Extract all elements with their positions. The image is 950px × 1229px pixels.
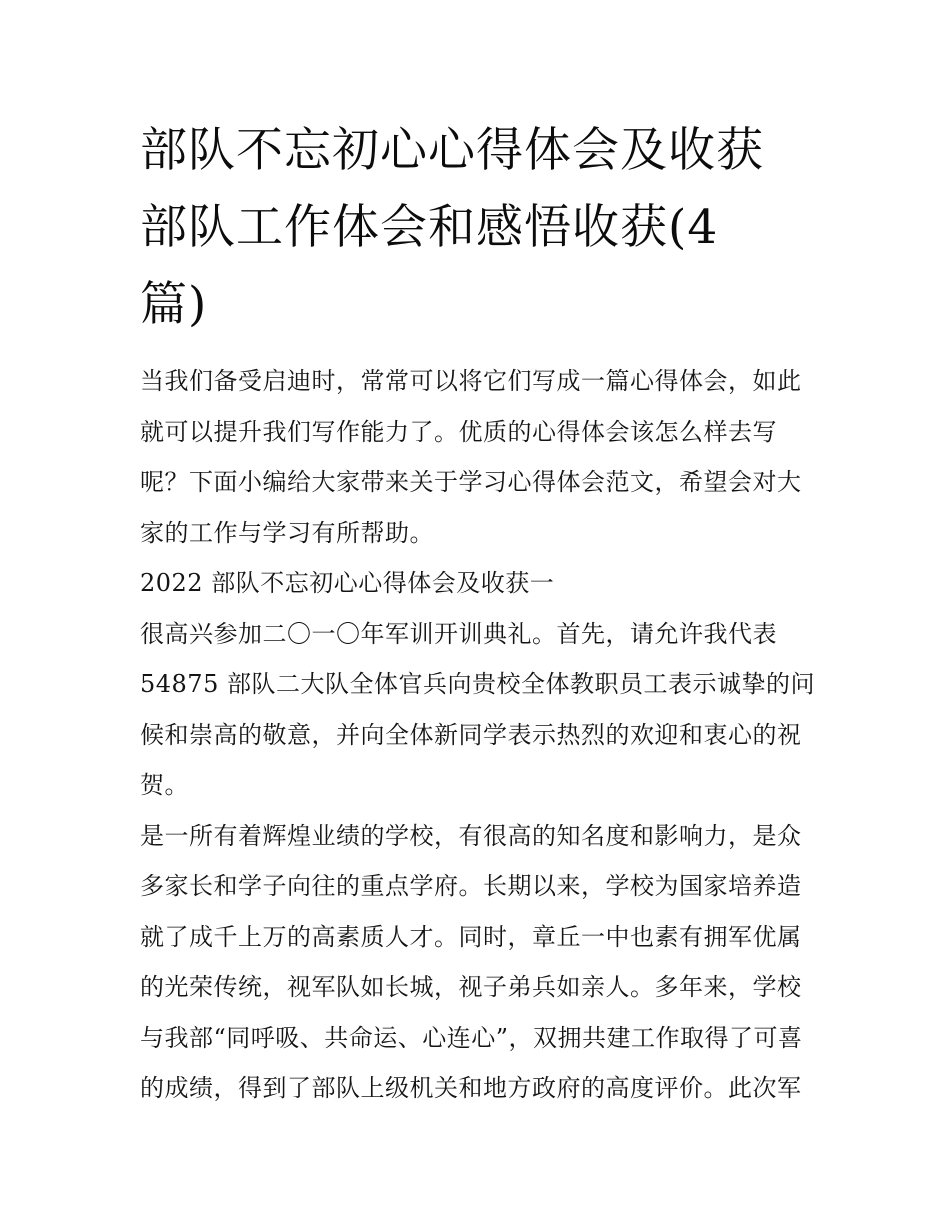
intro-paragraph: 当我们备受启迪时，常常可以将它们写成一篇心得体会，如此 就可以提升我们写作能力了。优质的心得体会该怎么样去写 呢？下面小编给大家带来关于学习心得体会范文，希望会对大 家的工作与学习有所帮助。: [140, 367, 802, 547]
body-paragraph-2: 是一所有着辉煌业绩的学校，有很高的知名度和影响力，是众 多家长和学子向往的重点学府。长期以来，学校为国家培养造 就了成千上万的高素质人才。同时，章丘一中也素有拥军优属 的光荣传统，视军队如长城，视子弟兵如亲人。多年来，学校 与我部“同呼吸、共命运、心连心”，双拥共建工作取得了可喜 的成绩，得到了部队上级机关和地方政府的高度评价。此次军: [140, 821, 803, 1102]
document-title: 部队不忘初心心得体会及收获 部队工作体会和感悟收获(4 篇): [140, 123, 764, 332]
document-body: [140, 356, 830, 1114]
section-heading: 2022 部队不忘初心心得体会及收获一: [140, 569, 555, 597]
body-paragraph-1: 很高兴参加二〇一〇年军训开训典礼。首先，请允许我代表 54875 部队二大队全体官兵向贵校全体教职员工表示诚挚的问 候和崇高的敬意，并向全体新同学表示热烈的欢迎和衷心的祝 贺。: [140, 619, 815, 799]
